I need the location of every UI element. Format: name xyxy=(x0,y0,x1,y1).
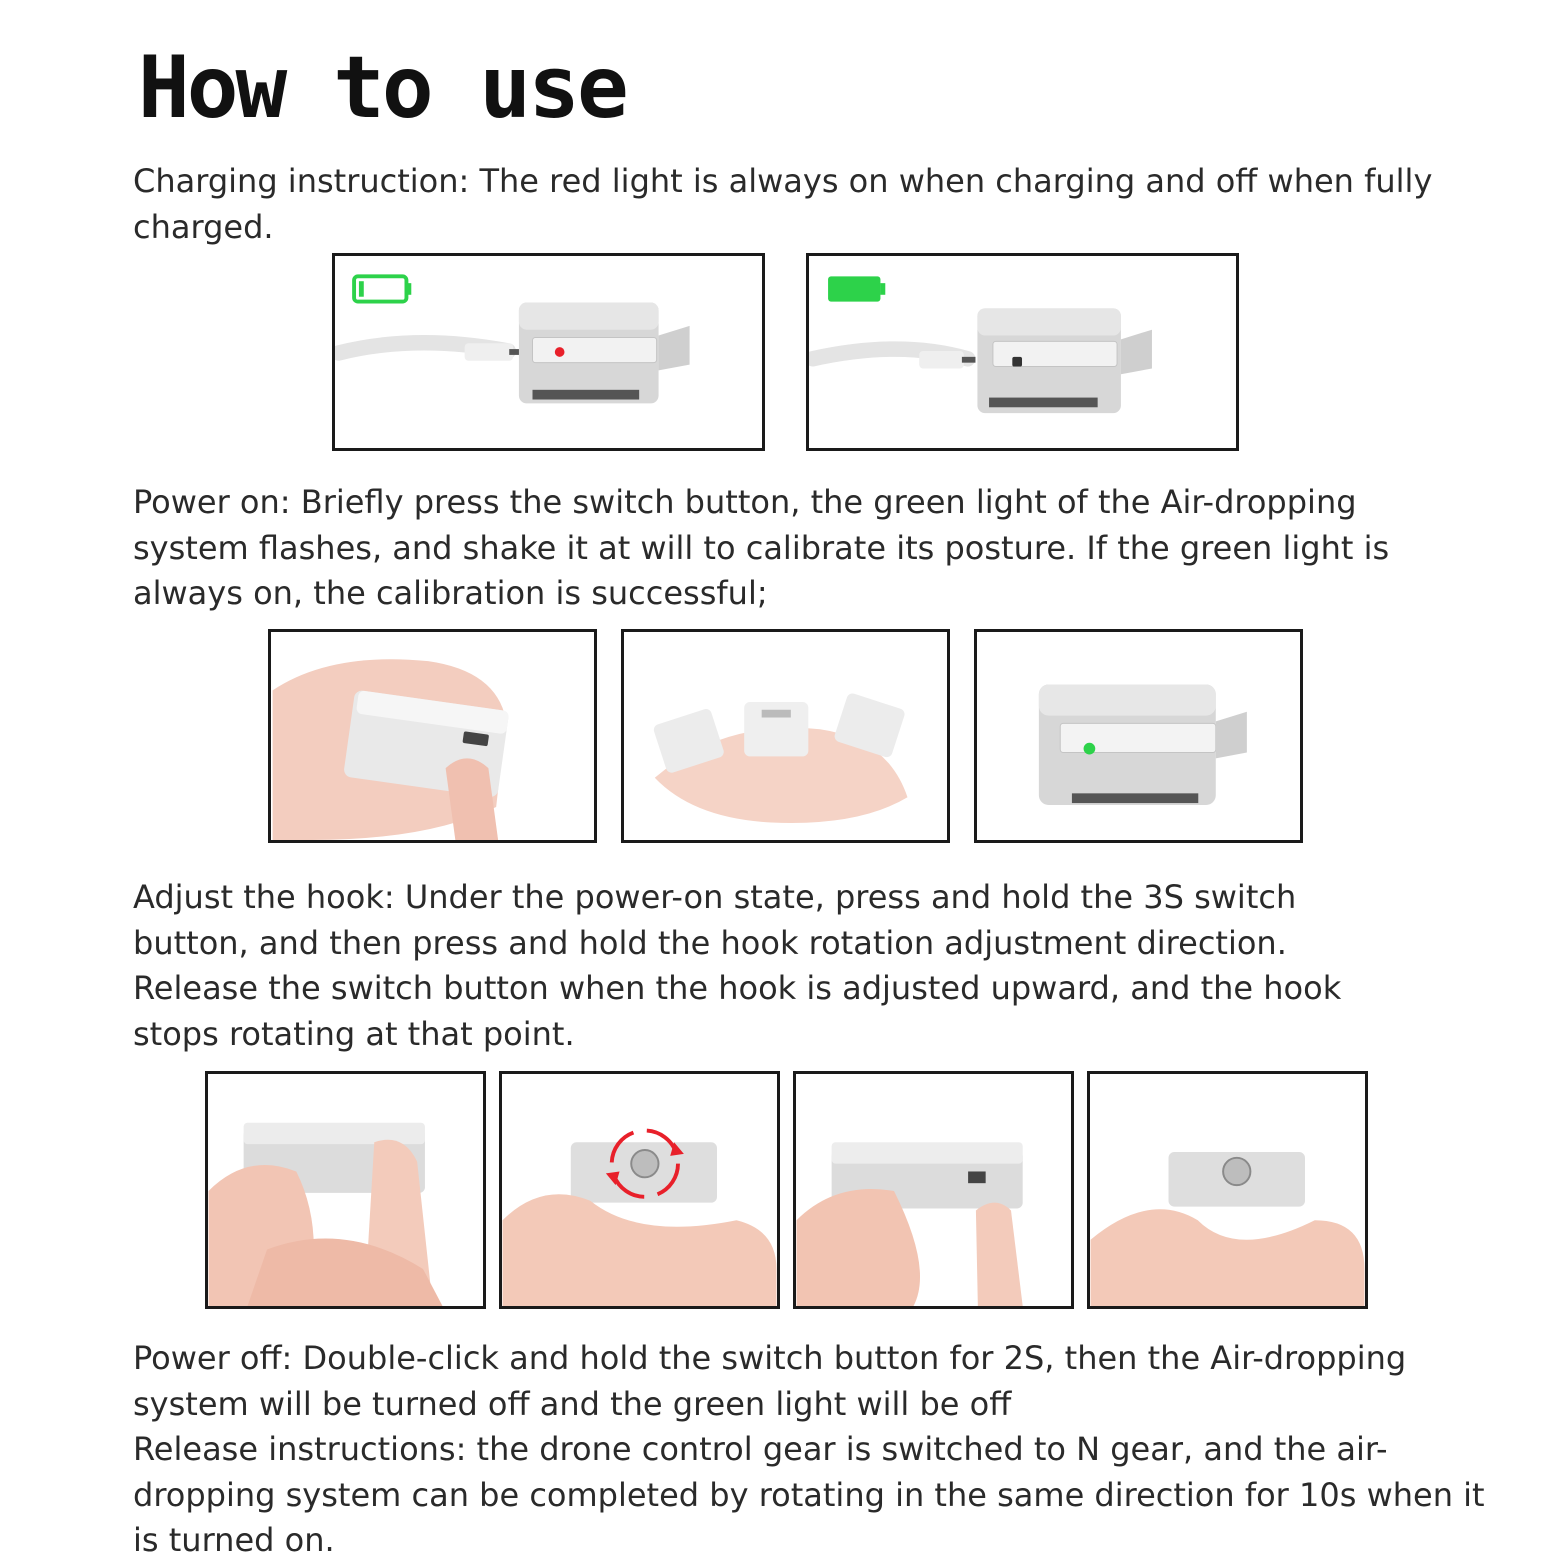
text-line: Charging instruction: The red light is always on when charging and off when fully xyxy=(133,162,1433,200)
text-line: system will be turned off and the green light will be off xyxy=(133,1384,1012,1423)
text-line: system flashes, and shake it at will to calibrate its posture. If the green light is xyxy=(133,528,1390,567)
charging-instruction-text xyxy=(133,159,1453,250)
text-line: stops rotating at that point. xyxy=(133,1014,575,1053)
release-switch-illustration xyxy=(796,1074,1071,1306)
photo-shake-device xyxy=(621,629,950,843)
adjust-hook-text xyxy=(133,875,1453,1057)
battery-empty-icon xyxy=(354,276,411,301)
photo-hold-switch xyxy=(205,1071,486,1309)
text-line: Release the switch button when the hook is adjusted upward, and the hook xyxy=(133,969,1342,1007)
text-line: button, and then press and hold the hook rotation adjustment direction. xyxy=(133,923,1287,962)
text-line: is turned on. xyxy=(133,1521,335,1559)
photo-green-light xyxy=(974,629,1303,843)
finger-press-illustration xyxy=(271,632,594,840)
charged-device-illustration xyxy=(809,256,1236,448)
photo-release-switch xyxy=(793,1071,1074,1309)
photo-charging-red-light xyxy=(332,253,765,451)
text-line: Release instructions: the drone control gear is switched to N gear, and the air- xyxy=(133,1430,1388,1468)
text-line: Power on: Briefly press the switch button, the green light of the Air-dropping xyxy=(133,483,1357,521)
page-title: How to use xyxy=(138,38,626,138)
battery-full-icon xyxy=(828,276,885,301)
rotate-hook-illustration xyxy=(502,1074,777,1306)
green-light-indicator xyxy=(1084,743,1096,755)
text-line: charged. xyxy=(133,207,274,246)
photo-hook-upward xyxy=(1087,1071,1368,1309)
hold-switch-illustration xyxy=(208,1074,483,1306)
text-line: always on, the calibration is successful; xyxy=(133,574,768,612)
photo-press-switch xyxy=(268,629,597,843)
text-line: Adjust the hook: Under the power-on state, press and hold the 3S switch xyxy=(133,878,1297,916)
power-off-text xyxy=(133,1336,1485,1564)
green-light-device-illustration xyxy=(977,632,1300,840)
text-line: Power off: Double-click and hold the switch button for 2S, then the Air-dropping xyxy=(133,1339,1407,1377)
red-light-indicator xyxy=(555,347,565,357)
text-line: dropping system can be completed by rotating in the same direction for 10s when it xyxy=(133,1475,1485,1514)
hook-upward-illustration xyxy=(1090,1074,1365,1306)
charging-device-illustration xyxy=(335,256,762,448)
power-on-text xyxy=(133,480,1453,617)
photo-charging-full xyxy=(806,253,1239,451)
shake-device-illustration xyxy=(624,632,947,840)
photo-rotate-hook xyxy=(499,1071,780,1309)
